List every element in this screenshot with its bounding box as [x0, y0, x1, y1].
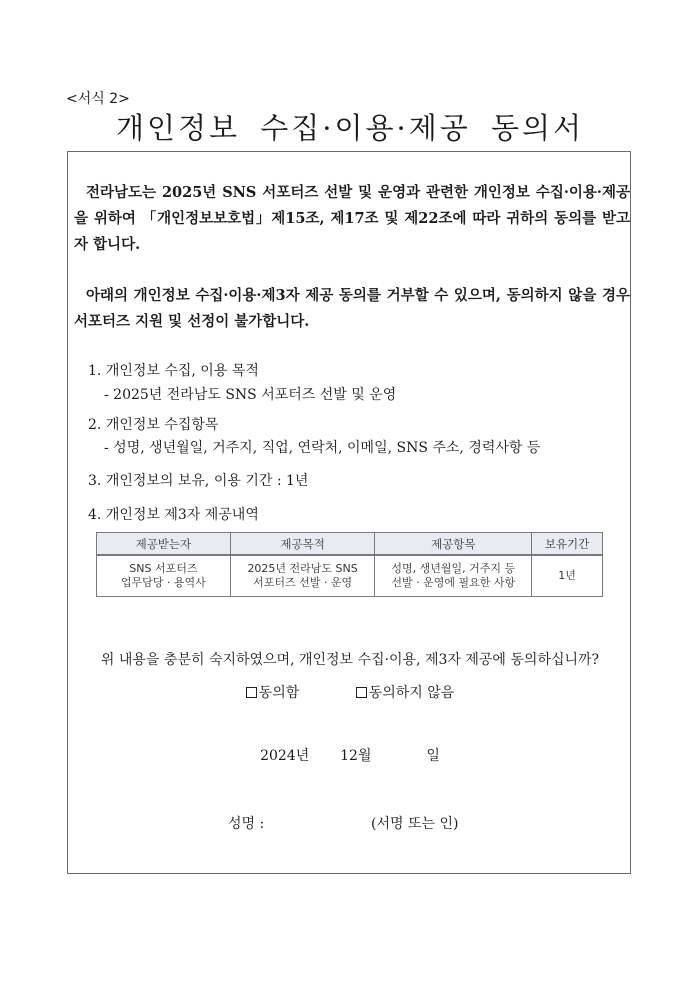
header-items: 제공항목	[375, 533, 532, 556]
signature-name-label: 성명 :	[228, 816, 265, 832]
table-header-row	[97, 533, 603, 556]
document-title: 개인정보 수집·이용·제공 동의서	[115, 111, 585, 145]
form-number-label: <서식 2>	[66, 91, 130, 107]
date-day[interactable]: 일	[426, 748, 440, 764]
section-4-title: 4. 개인정보 제3자 제공내역	[88, 507, 259, 523]
cell-items: 성명, 생년월일, 거주지 등 선발 · 운영에 필요한 사항	[375, 555, 532, 597]
disagree-checkbox[interactable]	[356, 687, 367, 698]
cell-retention: 1년	[532, 555, 603, 597]
section-1-title: 1. 개인정보 수집, 이용 목적	[88, 363, 259, 379]
signature-hint: (서명 또는 인)	[371, 816, 459, 832]
section-3-title: 3. 개인정보의 보유, 이용 기간 : 1년	[88, 473, 309, 489]
header-recipient: 제공받는자	[97, 533, 231, 556]
date-year: 2024년	[260, 748, 310, 764]
agree-option[interactable]	[246, 682, 300, 702]
intro-paragraph-2	[74, 283, 630, 335]
section-1-detail: - 2025년 전라남도 SNS 서포터즈 선발 및 운영	[104, 387, 397, 403]
agree-checkbox[interactable]	[246, 687, 257, 698]
section-2-title: 2. 개인정보 수집항목	[88, 417, 219, 433]
intro-paragraph-1	[74, 180, 630, 258]
consent-question: 위 내용을 충분히 숙지하였으며, 개인정보 수집·이용, 제3자 제공에 동의하십니까?	[100, 652, 600, 668]
disagree-option[interactable]	[356, 682, 455, 702]
table-row	[97, 555, 603, 597]
intro-text-2: 아래의 개인정보 수집·이용·제3자 제공 동의를 거부할 수 있으며, 동의하지 않을 경우 서포터즈 지원 및 선정이 불가합니다.	[74, 287, 630, 330]
date-month: 12월	[340, 748, 372, 764]
signature-name-field[interactable]	[274, 813, 364, 831]
consent-options	[0, 682, 700, 702]
cell-recipient: SNS 서포터즈 업무담당 · 용역사	[97, 555, 231, 597]
agree-label: 동의함	[258, 685, 300, 701]
header-purpose: 제공목적	[230, 533, 375, 556]
section-2-detail: - 성명, 생년월일, 거주지, 직업, 연락처, 이메일, SNS 주소, 경력사항 등	[104, 440, 541, 456]
header-retention: 보유기간	[532, 533, 603, 556]
third-party-provision-table	[96, 532, 603, 597]
cell-purpose: 2025년 전라남도 SNS 서포터즈 선발 · 운영	[230, 555, 375, 597]
disagree-label: 동의하지 않음	[368, 685, 455, 701]
date-line	[0, 745, 700, 765]
intro-text-1: 전라남도는 2025년 SNS 서포터즈 선발 및 운영과 관련한 개인정보 수집·이용·제공을 위하여 「개인정보보호법」제15조, 제17조 및 제22조에 따라 귀하의 동의를 받고자 합니다.	[74, 184, 630, 253]
